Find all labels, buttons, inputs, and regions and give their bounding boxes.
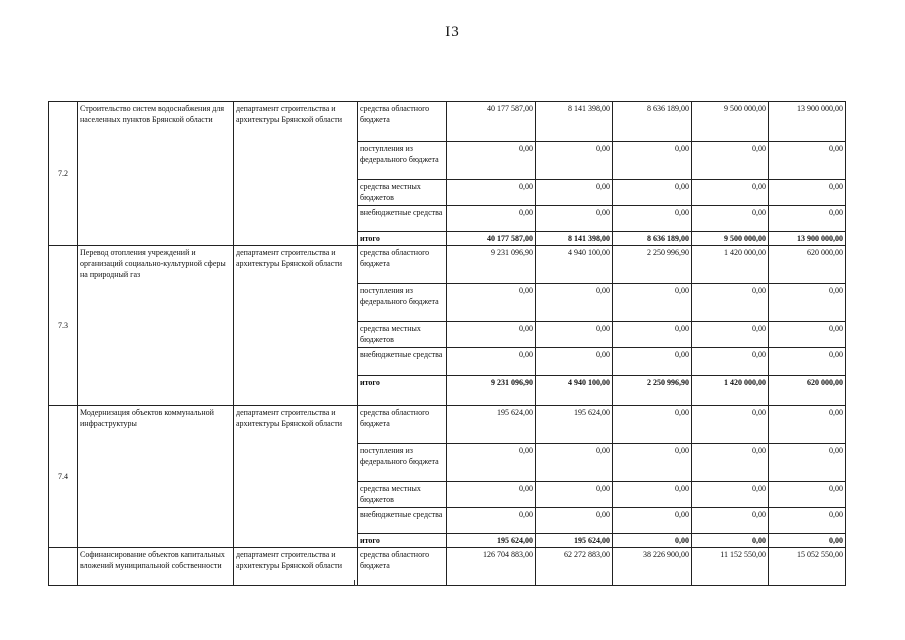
amount-cell: 9 231 096,90 [447,376,536,406]
table-row [49,548,846,586]
amount-cell: 8 141 398,00 [536,102,613,142]
amount-cell: 40 177 587,00 [447,102,536,142]
amount-cell: 195 624,00 [536,406,613,444]
amount-cell: 15 052 550,00 [769,548,846,586]
amount-cell: 0,00 [536,142,613,180]
funding-source: итого [358,534,447,548]
amount-cell: 0,00 [613,406,692,444]
scan-mark [354,580,359,586]
amount-cell: 62 272 883,00 [536,548,613,586]
amount-cell: 0,00 [613,508,692,534]
funding-source: внебюджетные средства [358,348,447,376]
amount-cell: 0,00 [613,482,692,508]
activity-name: Перевод отопления учреждений и организаций социально-культурной сферы на природный газ [78,246,234,406]
amount-cell: 0,00 [769,284,846,322]
amount-cell: 4 940 100,00 [536,376,613,406]
funding-source: внебюджетные средства [358,206,447,232]
amount-cell: 0,00 [692,482,769,508]
funding-source: средства местных бюджетов [358,322,447,348]
amount-cell: 0,00 [692,284,769,322]
amount-cell: 0,00 [447,284,536,322]
amount-cell: 195 624,00 [447,406,536,444]
funding-source: средства местных бюджетов [358,180,447,206]
executor: департамент строительства и архитектуры Брянской области [234,246,358,406]
amount-cell: 9 500 000,00 [692,102,769,142]
row-number: 7.3 [49,246,78,406]
amount-cell: 0,00 [536,348,613,376]
funding-source: итого [358,232,447,246]
amount-cell: 0,00 [536,180,613,206]
budget-table [48,101,846,586]
amount-cell: 0,00 [613,180,692,206]
amount-cell: 0,00 [769,206,846,232]
table-row [49,406,846,444]
amount-cell: 0,00 [536,284,613,322]
executor: департамент строительства и архитектуры Брянской области [234,406,358,548]
funding-source: средства областного бюджета [358,406,447,444]
amount-cell: 0,00 [613,348,692,376]
table-row [49,246,846,284]
funding-source: внебюджетные средства [358,508,447,534]
amount-cell: 0,00 [613,444,692,482]
amount-cell: 0,00 [692,206,769,232]
amount-cell: 126 704 883,00 [447,548,536,586]
executor: департамент строительства и архитектуры Брянской области [234,102,358,246]
amount-cell: 40 177 587,00 [447,232,536,246]
funding-source: средства местных бюджетов [358,482,447,508]
amount-cell: 0,00 [769,322,846,348]
amount-cell: 195 624,00 [536,534,613,548]
amount-cell: 0,00 [447,206,536,232]
amount-cell: 4 940 100,00 [536,246,613,284]
amount-cell: 0,00 [447,180,536,206]
amount-cell: 0,00 [769,348,846,376]
amount-cell: 9 231 096,90 [447,246,536,284]
funding-source: средства областного бюджета [358,548,447,586]
amount-cell: 0,00 [692,142,769,180]
amount-cell: 13 900 000,00 [769,232,846,246]
amount-cell: 0,00 [692,406,769,444]
row-number: 7.4 [49,406,78,548]
page-number: I3 [445,24,460,40]
amount-cell: 0,00 [692,444,769,482]
row-number [49,548,78,586]
amount-cell: 0,00 [692,348,769,376]
activity-name: Строительство систем водоснабжения для населенных пунктов Брянской области [78,102,234,246]
amount-cell: 1 420 000,00 [692,246,769,284]
amount-cell: 0,00 [769,534,846,548]
amount-cell: 0,00 [613,534,692,548]
amount-cell: 2 250 996,90 [613,376,692,406]
amount-cell: 0,00 [536,508,613,534]
executor: департамент строительства и архитектуры Брянской области [234,548,358,586]
amount-cell: 0,00 [692,180,769,206]
amount-cell: 9 500 000,00 [692,232,769,246]
amount-cell: 0,00 [692,534,769,548]
amount-cell: 0,00 [447,142,536,180]
amount-cell: 1 420 000,00 [692,376,769,406]
amount-cell: 0,00 [769,444,846,482]
amount-cell: 620 000,00 [769,376,846,406]
amount-cell: 0,00 [613,284,692,322]
amount-cell: 0,00 [447,444,536,482]
amount-cell: 195 624,00 [447,534,536,548]
amount-cell: 0,00 [692,322,769,348]
funding-source: средства областного бюджета [358,246,447,284]
table-row [49,102,846,142]
amount-cell: 38 226 900,00 [613,548,692,586]
amount-cell: 8 636 189,00 [613,102,692,142]
amount-cell: 0,00 [536,206,613,232]
funding-source: поступления из федерального бюджета [358,444,447,482]
table-body [49,102,846,586]
amount-cell: 0,00 [613,142,692,180]
funding-source: поступления из федерального бюджета [358,142,447,180]
amount-cell: 8 141 398,00 [536,232,613,246]
amount-cell: 620 000,00 [769,246,846,284]
amount-cell: 0,00 [613,206,692,232]
amount-cell: 0,00 [447,508,536,534]
amount-cell: 0,00 [769,482,846,508]
funding-source: поступления из федерального бюджета [358,284,447,322]
amount-cell: 13 900 000,00 [769,102,846,142]
amount-cell: 11 152 550,00 [692,548,769,586]
row-number: 7.2 [49,102,78,246]
amount-cell: 0,00 [769,406,846,444]
amount-cell: 0,00 [536,322,613,348]
amount-cell: 0,00 [769,508,846,534]
amount-cell: 0,00 [613,322,692,348]
amount-cell: 8 636 189,00 [613,232,692,246]
amount-cell: 0,00 [769,180,846,206]
activity-name: Модернизация объектов коммунальной инфраструктуры [78,406,234,548]
amount-cell: 0,00 [447,482,536,508]
activity-name: Софинансирование объектов капитальных вложений муниципальной собственности [78,548,234,586]
amount-cell: 0,00 [769,142,846,180]
amount-cell: 2 250 996,90 [613,246,692,284]
amount-cell: 0,00 [692,508,769,534]
amount-cell: 0,00 [447,322,536,348]
amount-cell: 0,00 [536,482,613,508]
amount-cell: 0,00 [447,348,536,376]
funding-source: средства областного бюджета [358,102,447,142]
amount-cell: 0,00 [536,444,613,482]
funding-source: итого [358,376,447,406]
